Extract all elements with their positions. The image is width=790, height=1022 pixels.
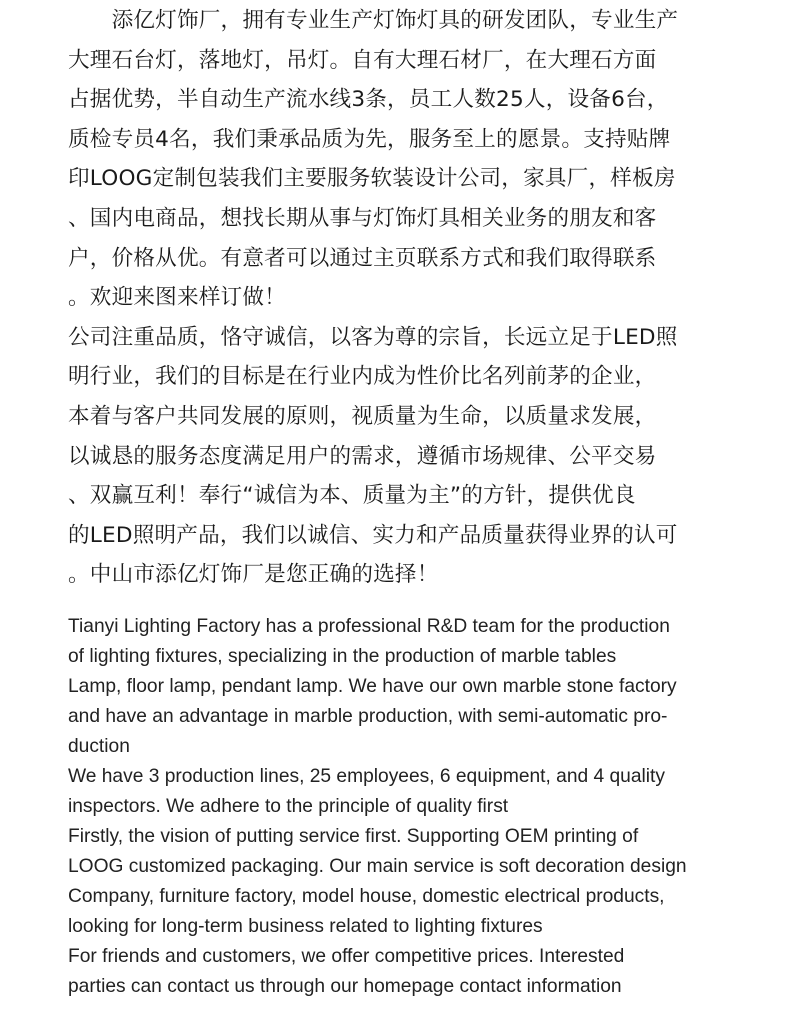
zh-line-3: 占据优势，半自动生产流水线3条，员工人数25人，设备6台， [68, 87, 669, 113]
english-description [68, 612, 732, 1002]
zh-line-12: 以诚恳的服务态度满足用户的需求，遵循市场规律、公平交易 [68, 443, 657, 469]
zh-line-8: 。欢迎来图来样订做！ [68, 285, 286, 311]
en-line-10: Company, furniture factory, model house, domestic electrical products, [68, 886, 665, 907]
en-line-12: For friends and customers, we offer competitive prices. Interested [68, 946, 625, 967]
en-line-3: Lamp, floor lamp, pendant lamp. We have our own marble stone factory [68, 676, 677, 697]
zh-line-13: 、双赢互利！奉行“诚信为本、质量为主”的方针，提供优良 [68, 483, 636, 509]
zh-line-2: 大理石台灯，落地灯，吊灯。自有大理石材厂，在大理石方面 [68, 47, 657, 73]
en-line-4: and have an advantage in marble production, with semi-automatic pro- [68, 706, 668, 727]
zh-line-9: 公司注重品质，恪守诚信，以客为尊的宗旨，长远立足于LED照 [68, 324, 678, 350]
zh-line-10: 明行业，我们的目标是在行业内成为性价比名列前茅的企业， [68, 364, 657, 390]
en-line-7: inspectors. We adhere to the principle of quality first [68, 796, 509, 817]
zh-line-7: 户，价格从优。有意者可以通过主页联系方式和我们取得联系 [68, 245, 657, 271]
en-line-1: Tianyi Lighting Factory has a professional R&D team for the production [68, 616, 670, 637]
zh-line-1: 添亿灯饰厂，拥有专业生产灯饰灯具的研发团队，专业生产 [68, 8, 679, 33]
zh-line-4: 质检专员4名，我们秉承品质为先，服务至上的愿景。支持贴牌 [68, 126, 671, 152]
zh-line-6: 、国内电商品，想找长期从事与灯饰灯具相关业务的朋友和客 [68, 205, 657, 231]
chinese-description [68, 1, 732, 595]
en-line-5: duction [68, 736, 130, 757]
en-line-8: Firstly, the vision of putting service first. Supporting OEM printing of [68, 826, 639, 847]
en-line-11: looking for long-term business related to lighting fixtures [68, 916, 543, 937]
zh-line-15: 。中山市添亿灯饰厂是您正确的选择！ [68, 562, 439, 588]
en-line-6: We have 3 production lines, 25 employees, 6 equipment, and 4 quality [68, 766, 665, 787]
zh-line-5: 印LOOG定制包装我们主要服务软装设计公司，家具厂，样板房 [68, 166, 676, 192]
en-line-2: of lighting fixtures, specializing in the production of marble tables [68, 646, 617, 667]
zh-line-14: 的LED照明产品，我们以诚信、实力和产品质量获得业界的认可 [68, 522, 678, 548]
zh-line-11: 本着与客户共同发展的原则，视质量为生命，以质量求发展， [68, 403, 657, 429]
en-line-9: LOOG customized packaging. Our main service is soft decoration design [68, 856, 687, 877]
en-line-13: parties can contact us through our homepage contact information [68, 976, 622, 997]
